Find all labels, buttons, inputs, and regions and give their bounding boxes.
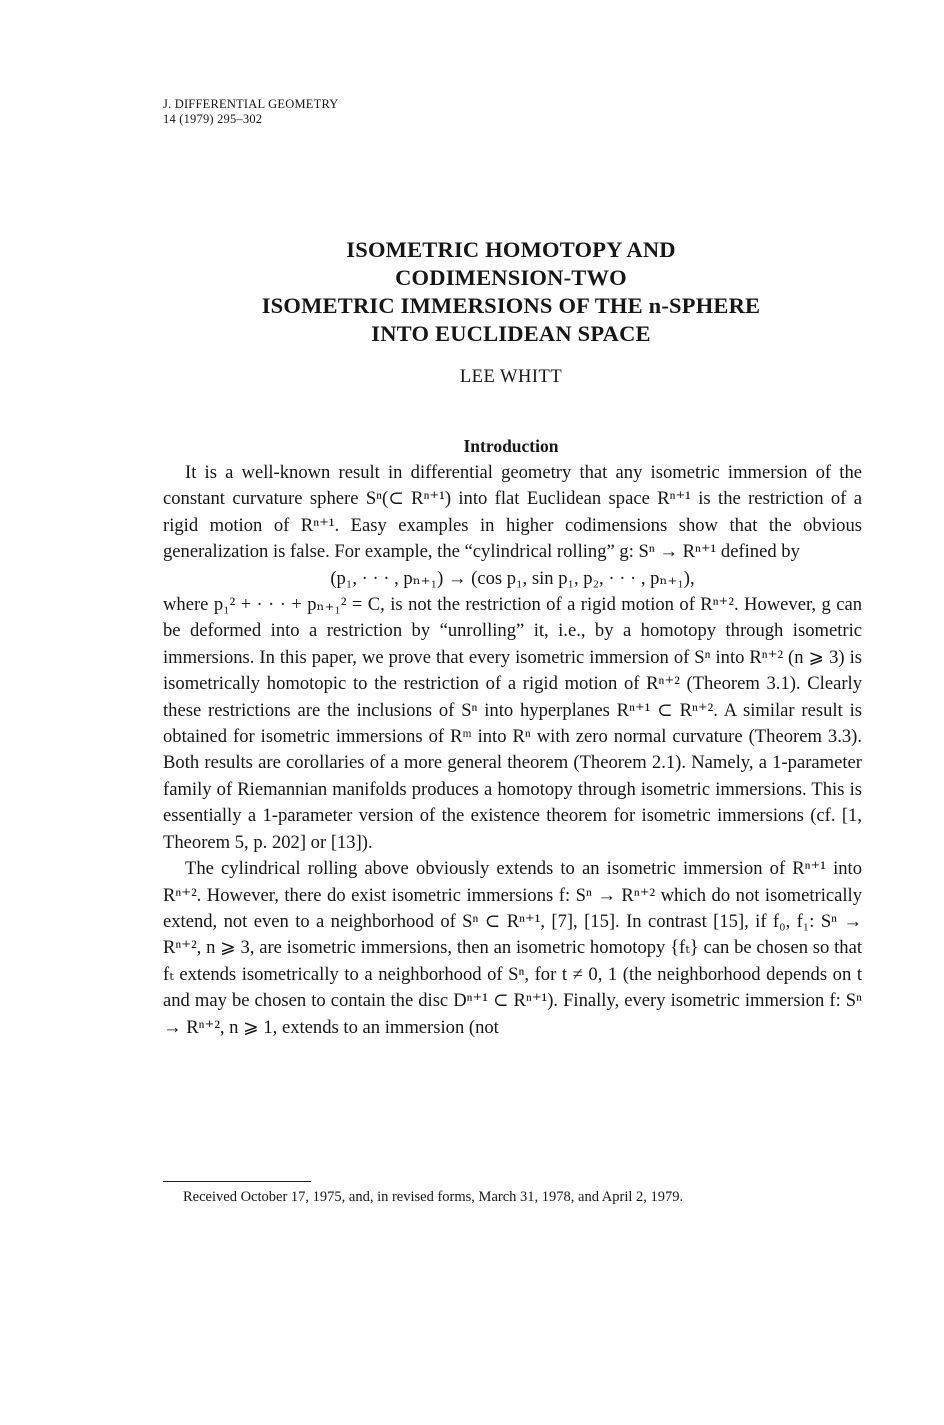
display-formula: (p₁, · · · , pₙ₊₁) → (cos p₁, sin p₁, p₂, · · · , pₙ₊₁),: [330, 567, 695, 589]
footnote: Received October 17, 1975, and, in revised forms, March 31, 1978, and April 2, 1979.: [183, 1189, 684, 1205]
title-line: ISOMETRIC IMMERSIONS OF THE n-SPHERE: [261, 293, 761, 318]
journal-citation: 14 (1979) 295–302: [163, 112, 263, 126]
author-name: LEE WHITT: [459, 367, 563, 387]
paragraph: The cylindrical rolling above obviously extends to an isometric immersion of Rⁿ⁺¹ into Rⁿ⁺². However, there do exist isometric immersions f: Sⁿ → Rⁿ⁺² which do not isometrically extend, not even to a neighborhood of Sⁿ ⊂ Rⁿ⁺¹, [7], [15]. In contrast [15], if f₀, f₁: Sⁿ → Rⁿ⁺², n ⩾ 3, are isometric immersions, then an isometric homotopy {fₜ} can be chosen so that fₜ extends isometrically to a neighborhood of Sⁿ, for t ≠ 0, 1 (the neighborhood depends on t and may be chosen to contain the disc Dⁿ⁺¹ ⊂ Rⁿ⁺¹). Finally, every isometric immersion f: Sⁿ → Rⁿ⁺², n ⩾ 1, extends to an immersion (not: [163, 858, 862, 1038]
body-text: [163, 460, 862, 1041]
journal-name: J. DIFFERENTIAL GEOMETRY: [163, 97, 339, 111]
paper-title: [140, 236, 882, 348]
section-heading: Introduction: [463, 436, 559, 456]
paragraph: It is a well-known result in differential geometry that any isometric immersion of the constant curvature sphere Sⁿ(⊂ Rⁿ⁺¹) into flat Euclidean space Rⁿ⁺¹ is the restriction of a rigid motion of Rⁿ⁺¹. Easy examples in higher codimensions show that the obvious generalization is false. For example, the “cylindrical rolling” g: Sⁿ → Rⁿ⁺¹ defined by: [163, 462, 862, 563]
title-line: ISOMETRIC HOMOTOPY AND: [346, 237, 676, 262]
title-line: INTO EUCLIDEAN SPACE: [371, 321, 651, 346]
paragraph: where p₁² + · · · + pₙ₊₁² = C, is not the restriction of a rigid motion of Rⁿ⁺². However, g can be deformed into a restriction by “unrolling” it, i.e., by a homotopy through isometric immersions. In this paper, we prove that every isometric immersion of Sⁿ into Rⁿ⁺² (n ⩾ 3) is isometrically homotopic to the restriction of a rigid motion of Rⁿ⁺² (Theorem 3.1). Clearly these restrictions are the inclusions of Sⁿ into hyperplanes Rⁿ⁺¹ ⊂ Rⁿ⁺². A similar result is obtained for isometric immersions of Rᵐ into Rⁿ with zero normal curvature (Theorem 3.3). Both results are corollaries of a more general theorem (Theorem 2.1). Namely, a 1-parameter family of Riemannian manifolds produces a homotopy through isometric immersions. This is essentially a 1-parameter version of the existence theorem for isometric immersions (cf. [1, Theorem 5, p. 202] or [13]).: [163, 594, 862, 853]
journal-header: [163, 97, 339, 127]
footnote-divider: [163, 1181, 311, 1182]
title-line: CODIMENSION-TWO: [395, 265, 627, 290]
